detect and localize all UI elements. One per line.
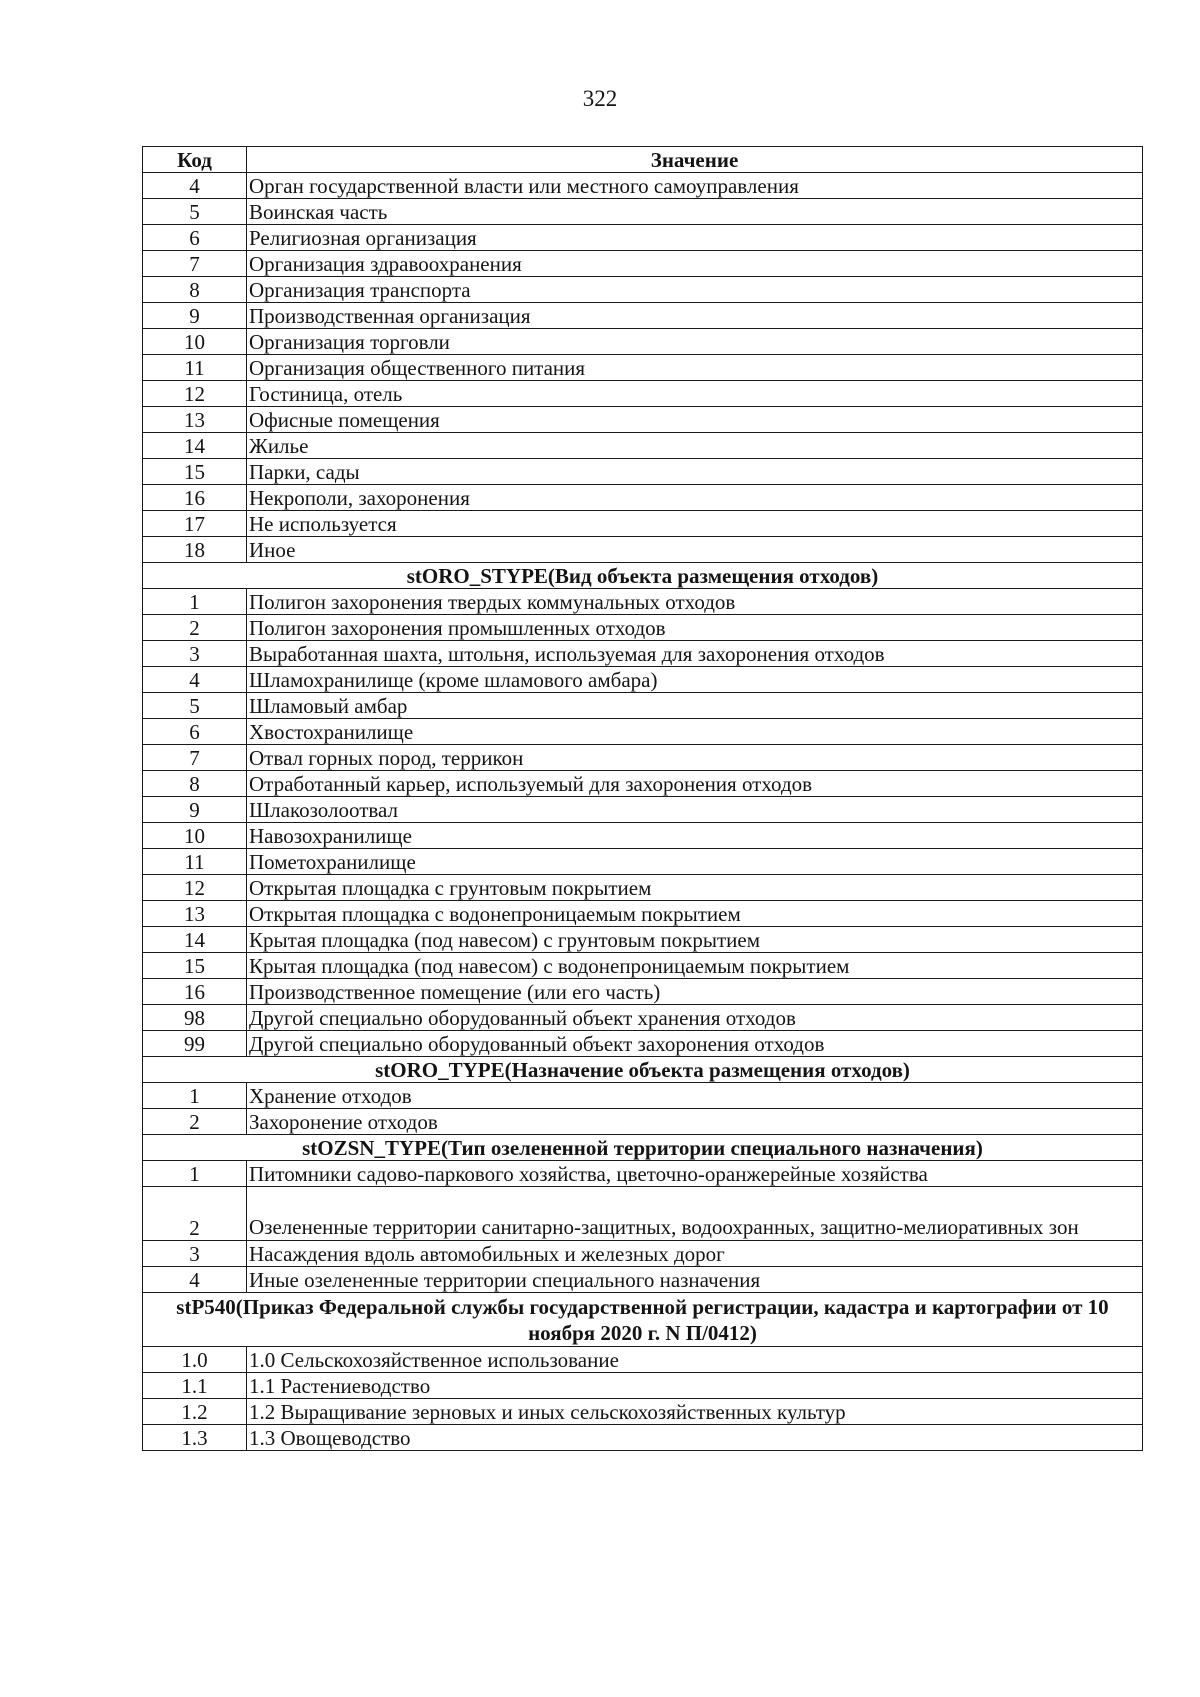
code-cell: 7 [143, 745, 247, 771]
table-row [143, 1187, 1143, 1241]
code-cell: 18 [143, 537, 247, 563]
value-cell: Отвал горных пород, террикон [247, 745, 1143, 771]
value-cell: 1.1 Растениеводство [247, 1373, 1143, 1399]
value-cell: Выработанная шахта, штольня, используемая для захоронения отходов [247, 641, 1143, 667]
section-header-row [143, 1135, 1143, 1161]
table-row [143, 173, 1143, 199]
table-header-row [143, 147, 1143, 173]
code-cell: 1.2 [143, 1399, 247, 1425]
code-cell: 13 [143, 407, 247, 433]
table-row [143, 381, 1143, 407]
section-title: stP540(Приказ Федеральной службы государственной регистрации, кадастра и картографии от 10 ноября 2020 г. N П/0412) [143, 1293, 1143, 1347]
code-cell: 4 [143, 173, 247, 199]
table-row [143, 615, 1143, 641]
code-cell: 9 [143, 797, 247, 823]
table-row [143, 407, 1143, 433]
value-cell: Крытая площадка (под навесом) с водонепроницаемым покрытием [247, 953, 1143, 979]
table-row [143, 537, 1143, 563]
code-cell: 2 [143, 1109, 247, 1135]
table-row [143, 693, 1143, 719]
table-row [143, 355, 1143, 381]
value-cell: Иное [247, 537, 1143, 563]
value-cell: Шламохранилище (кроме шламового амбара) [247, 667, 1143, 693]
code-cell: 2 [143, 1187, 247, 1241]
code-cell: 9 [143, 303, 247, 329]
value-cell: 1.2 Выращивание зерновых и иных сельскохозяйственных культур [247, 1399, 1143, 1425]
value-cell: Другой специально оборудованный объект хранения отходов [247, 1005, 1143, 1031]
section-title: stORO_STYPE(Вид объекта размещения отходов) [143, 563, 1143, 589]
code-cell: 11 [143, 355, 247, 381]
table-row [143, 1161, 1143, 1187]
table-row [143, 459, 1143, 485]
section-header-row [143, 1293, 1143, 1347]
code-cell: 14 [143, 433, 247, 459]
value-cell: Озелененные территории санитарно-защитных, водоохранных, защитно-мелиоративных зон [247, 1187, 1143, 1241]
table-row [143, 511, 1143, 537]
value-cell: Хранение отходов [247, 1083, 1143, 1109]
value-cell: Отработанный карьер, используемый для захоронения отходов [247, 771, 1143, 797]
table-body [143, 173, 1143, 1451]
header-value: Значение [247, 147, 1143, 173]
value-cell: Полигон захоронения промышленных отходов [247, 615, 1143, 641]
value-cell: Крытая площадка (под навесом) с грунтовым покрытием [247, 927, 1143, 953]
code-cell: 99 [143, 1031, 247, 1057]
value-cell: Насаждения вдоль автомобильных и железных дорог [247, 1241, 1143, 1267]
value-cell: Навозохранилище [247, 823, 1143, 849]
section-header-row [143, 1057, 1143, 1083]
table-row [143, 277, 1143, 303]
table-row [143, 485, 1143, 511]
table-row [143, 1083, 1143, 1109]
table-row [143, 1005, 1143, 1031]
code-cell: 1.3 [143, 1425, 247, 1451]
code-cell: 16 [143, 485, 247, 511]
value-cell: Производственная организация [247, 303, 1143, 329]
value-cell: Жилье [247, 433, 1143, 459]
code-cell: 17 [143, 511, 247, 537]
code-cell: 3 [143, 1241, 247, 1267]
value-cell: Некрополи, захоронения [247, 485, 1143, 511]
code-cell: 98 [143, 1005, 247, 1031]
code-cell: 7 [143, 251, 247, 277]
table-row [143, 979, 1143, 1005]
value-cell: Гостиница, отель [247, 381, 1143, 407]
value-cell: Другой специально оборудованный объект захоронения отходов [247, 1031, 1143, 1057]
table-row [143, 1031, 1143, 1057]
value-cell: Питомники садово-паркового хозяйства, цветочно-оранжерейные хозяйства [247, 1161, 1143, 1187]
value-cell: Религиозная организация [247, 225, 1143, 251]
section-header-row [143, 563, 1143, 589]
value-cell: Производственное помещение (или его часть) [247, 979, 1143, 1005]
value-cell: Иные озелененные территории специального назначения [247, 1267, 1143, 1293]
value-cell: Хвостохранилище [247, 719, 1143, 745]
value-cell: 1.3 Овощеводство [247, 1425, 1143, 1451]
section-title: stOZSN_TYPE(Тип озелененной территории специального назначения) [143, 1135, 1143, 1161]
value-cell: Шламовый амбар [247, 693, 1143, 719]
value-cell: Пометохранилище [247, 849, 1143, 875]
value-cell: Открытая площадка с грунтовым покрытием [247, 875, 1143, 901]
value-cell: Организация здравоохранения [247, 251, 1143, 277]
code-cell: 1 [143, 589, 247, 615]
code-cell: 14 [143, 927, 247, 953]
code-cell: 12 [143, 875, 247, 901]
value-cell: Открытая площадка с водонепроницаемым покрытием [247, 901, 1143, 927]
code-cell: 6 [143, 719, 247, 745]
code-cell: 11 [143, 849, 247, 875]
code-cell: 4 [143, 1267, 247, 1293]
table-row [143, 1347, 1143, 1373]
code-cell: 2 [143, 615, 247, 641]
code-cell: 1.0 [143, 1347, 247, 1373]
value-cell: Парки, сады [247, 459, 1143, 485]
code-cell: 6 [143, 225, 247, 251]
code-cell: 5 [143, 199, 247, 225]
table-row [143, 433, 1143, 459]
value-cell: 1.0 Сельскохозяйственное использование [247, 1347, 1143, 1373]
code-cell: 12 [143, 381, 247, 407]
table-row [143, 329, 1143, 355]
table-row [143, 849, 1143, 875]
section-title: stORO_TYPE(Назначение объекта размещения отходов) [143, 1057, 1143, 1083]
table-row [143, 251, 1143, 277]
table-row [143, 1373, 1143, 1399]
table-row [143, 745, 1143, 771]
classifier-table [142, 146, 1143, 1451]
value-cell: Организация транспорта [247, 277, 1143, 303]
table-row [143, 589, 1143, 615]
value-cell: Офисные помещения [247, 407, 1143, 433]
table-row [143, 823, 1143, 849]
code-cell: 1.1 [143, 1373, 247, 1399]
code-cell: 16 [143, 979, 247, 1005]
value-cell: Организация торговли [247, 329, 1143, 355]
table-row [143, 1399, 1143, 1425]
code-cell: 3 [143, 641, 247, 667]
table-row [143, 1267, 1143, 1293]
table-row [143, 303, 1143, 329]
value-cell: Полигон захоронения твердых коммунальных отходов [247, 589, 1143, 615]
code-cell: 1 [143, 1161, 247, 1187]
code-cell: 13 [143, 901, 247, 927]
code-cell: 15 [143, 953, 247, 979]
table-row [143, 927, 1143, 953]
table-row [143, 953, 1143, 979]
page-number: 322 [582, 86, 618, 111]
table-row [143, 1241, 1143, 1267]
table-row [143, 797, 1143, 823]
code-cell: 4 [143, 667, 247, 693]
value-cell: Воинская часть [247, 199, 1143, 225]
table-row [143, 719, 1143, 745]
header-code: Код [143, 147, 247, 173]
code-cell: 1 [143, 1083, 247, 1109]
table-row [143, 641, 1143, 667]
code-cell: 15 [143, 459, 247, 485]
table-row [143, 901, 1143, 927]
table-row [143, 199, 1143, 225]
code-cell: 8 [143, 277, 247, 303]
code-cell: 10 [143, 823, 247, 849]
table-row [143, 667, 1143, 693]
table-row [143, 875, 1143, 901]
value-cell: Организация общественного питания [247, 355, 1143, 381]
table-row [143, 225, 1143, 251]
value-cell: Шлакозолоотвал [247, 797, 1143, 823]
code-cell: 5 [143, 693, 247, 719]
value-cell: Захоронение отходов [247, 1109, 1143, 1135]
table-row [143, 1425, 1143, 1451]
table-row [143, 1109, 1143, 1135]
code-cell: 8 [143, 771, 247, 797]
table-row [143, 771, 1143, 797]
value-cell: Орган государственной власти или местного самоуправления [247, 173, 1143, 199]
code-cell: 10 [143, 329, 247, 355]
value-cell: Не используется [247, 511, 1143, 537]
